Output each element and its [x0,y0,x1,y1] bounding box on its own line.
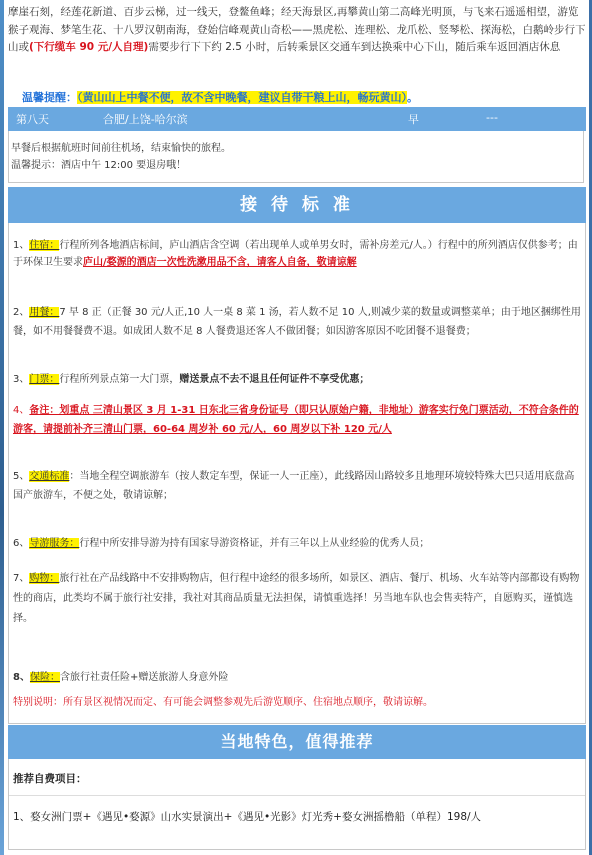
left-edge-decoration [0,0,4,855]
transport-label: 交通标准 [29,471,70,482]
standard-heading: 接 待 标 准 [8,187,586,223]
item-remark [13,401,583,439]
day8-line2: 温馨提示：酒店中午 12:00 要退房哦！ [11,160,187,171]
recommend-heading: 当地特色，值得推荐 [8,725,586,759]
item-num: 5、 [13,471,30,482]
accommodation-text: 行程所列各地酒店标间，庐山酒店含空调（若出现单人或单男女时，需补房差元/人。）行程中的所列酒店仅供参考；由于环保卫生要求 [13,240,578,268]
remark-text: 备注：划重点 三清山景区 3 月 1-31 日东北三省身份证号（即只认原始户籍，非地址）游客实行免门票活动，不符合条件的游客，请提前补齐三清山门票，60-64 周岁补 60 元/人，60 周岁以下补 120 元/人 [13,405,579,435]
item-accommodation [13,237,583,271]
item-guide [13,535,583,552]
transport-text: ：当地全程空调旅游车（按人数定车型，保证一人一正座），此线路因山路较多且地理环境较特殊大巴只适用底盘高国产旅游车，不便之处，敬请谅解； [13,471,575,501]
day8-header [8,107,586,131]
day8-route: 合肥/上饶-哈尔滨 [103,113,188,126]
day8-content [8,131,584,183]
day8-meal: 早 [408,113,419,126]
item-num: 1、 [13,240,30,251]
recommend-content [8,759,586,850]
item-num: 2、 [13,307,30,318]
meals-label: 用餐： [29,307,60,318]
tickets-note: 赠送景点不去不退且任何证件不享受优惠； [179,374,370,385]
item-insurance [13,669,583,686]
intro-text: 摩崖石刻，经莲花新道、百步云梯，过一线天，登鳌鱼峰；经天海景区,再攀黄山第二高峰光明顶，与飞来石遥遥相望，游览猴子观海、梦笔生花、十八罗汉朝南海，登始信峰观黄山奇松——黑虎松、连理松、龙爪松、竖琴松、探海松，白鹅岭步行下山或 [8,6,586,53]
tickets-label: 门票： [29,374,60,385]
tickets-text: 行程所列景点第一大门票， [59,374,180,385]
day8-hotel: --- [486,111,498,124]
accommodation-label: 住宿： [29,240,60,251]
item-shopping [13,569,583,629]
item-num: 6、 [13,538,30,549]
cable-car-price: (下行缆车 90 元/人自理) [29,41,149,53]
shopping-label: 购物： [29,573,60,584]
item-num: 8、 [13,672,30,683]
warm-tip [22,90,418,106]
warm-tip-end: 。 [407,91,418,104]
special-note-label: 特别说明： [13,697,63,708]
item-num: 3、 [13,374,30,385]
day8-line1: 早餐后根据航班时间前往机场，结束愉快的旅程。 [11,143,231,154]
divider [9,795,585,796]
insurance-text: 含旅行社责任险+赠送旅游人身意外险 [59,672,229,683]
standard-content [8,223,586,724]
accommodation-note: 庐山/婺源的酒店一次性洗漱用品不含，请客人自备，敬请谅解 [83,257,357,268]
item-num: 4、 [13,405,30,416]
item-tickets [13,371,583,388]
guide-label: 导游服务： [29,538,80,549]
day7-description [8,4,586,57]
recommend-item: 1、婺女洲门票+《遇见•婺源》山水实景演出+《遇见•光影》灯光秀+婺女洲摇橹船（单程）198/人 [13,811,482,823]
recommend-title: 推荐自费项目： [13,773,87,785]
intro-text-end: 需要步行下下约 2.5 小时，后转乘景区交通车到达换乘中心下山，随后乘车返回酒店休息 [148,41,561,53]
item-meals [13,303,583,341]
warm-tip-label: 温馨提醒： [22,91,77,104]
special-note-text: 所有景区视情况而定、有可能会调整参观先后游览顺序、住宿地点顺序，敬请谅解。 [63,697,433,708]
special-note [13,693,433,708]
meals-text: 7 早 8 正（正餐 30 元/人正,10 人一桌 8 菜 1 汤，若人数不足 10 人,则减少菜的数量或调整菜单；由于地区捆绑性用餐，如不用餐餐费不退。如成团人数不足 8 人餐费退还客人不做团餐；如因游客原因不吃团餐不退餐费； [13,307,581,337]
item-num: 7、 [13,573,30,584]
shopping-text: 旅行社在产品线路中不安排购物店，但行程中途经的很多场所，如景区、酒店、餐厅、机场、火车站等内部都设有购物性的商店，此类均不属于旅行社安排，我社对其商品质量无法担保，请慎重选择！另当地车队也会售卖特产，自愿购买，谨慎选择。 [13,573,580,624]
day8-label: 第八天 [16,113,49,126]
guide-text: 行程中所安排导游为持有国家导游资格证，并有三年以上从业经验的优秀人员； [79,538,430,549]
warm-tip-text: （黄山山上中餐不便，故不含中晚餐，建议自带干粮上山，畅玩黄山） [77,91,407,104]
insurance-label: 保险： [29,672,60,683]
item-transport [13,467,583,505]
